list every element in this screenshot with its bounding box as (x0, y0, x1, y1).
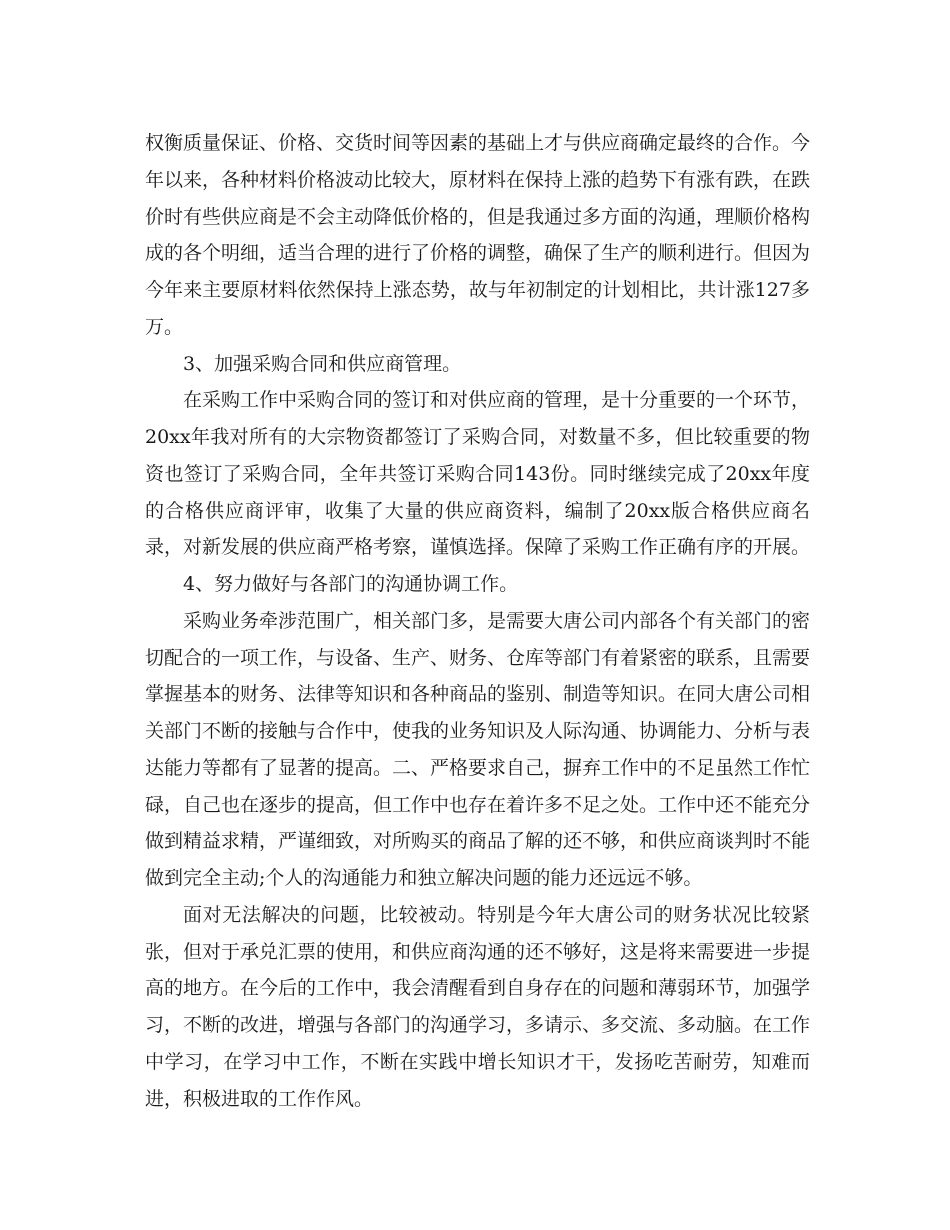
paragraph-future-improvement: 面对无法解决的问题，比较被动。特别是今年大唐公司的财务状况比较紧张，但对于承兑汇票的使用，和供应商沟通的还不够好，这是将来需要进一步提高的地方。在今后的工作中，我会清醒看到自身存在的问题和薄弱环节，加强学习，不断的改进，增强与各部门的沟通学习，多请示、多交流、多动脑。在工作中学习，在学习中工作，不断在实践中增长知识才干，发扬吃苦耐劳，知难而进，积极进取的工作作风。 (145, 903, 811, 1110)
document-body (145, 125, 810, 1117)
paragraph-contract-supplier-management: 在采购工作中采购合同的签订和对供应商的管理，是十分重要的一个环节，20xx年我对所有的大宗物资都签订了采购合同，对数量不多，但比较重要的物资也签订了采购合同，全年共签订采购合同143份。同时继续完成了20xx年度的合格供应商评审，收集了大量的供应商资料，编制了20xx版合格供应商名录，对新发展的供应商严格考察，谨慎选择。保障了采购工作正确有序的开展。 (145, 389, 811, 559)
paragraph-price-negotiation: 权衡质量保证、价格、交货时间等因素的基础上才与供应商确定最终的合作。今年以来，各种材料价格波动比较大，原材料在保持上涨的趋势下有涨有跌，在跌价时有些供应商是不会主动降低价格的，但是我通过多方面的沟通，理顺价格构成的各个明细，适当合理的进行了价格的调整，确保了生产的顺利进行。但因为今年来主要原材料依然保持上涨态势，故与年初制定的计划相比，共计涨127多万。 (145, 132, 811, 338)
heading-contract-supplier-management: 3、加强采购合同和供应商管理。 (183, 352, 462, 375)
paragraph-department-coordination: 采购业务牵涉范围广，相关部门多，是需要大唐公司内部各个有关部门的密切配合的一项工作，与设备、生产、财务、仓库等部门有着紧密的联系，且需要掌握基本的财务、法律等知识和各种商品的鉴别、制造等知识。在同大唐公司相关部门不断的接触与合作中，使我的业务知识及人际沟通、协调能力、分析与表达能力等都有了显著的提高。二、严格要求自己，摒弃工作中的不足虽然工作忙碌，自己也在逐步的提高，但工作中也存在着许多不足之处。工作中还不能充分做到精益求精，严谨细致，对所购买的商品了解的还不够，和供应商谈判时不能做到完全主动;个人的沟通能力和独立解决问题的能力还远远不够。 (145, 609, 811, 889)
heading-department-coordination: 4、努力做好与各部门的沟通协调工作。 (183, 573, 519, 595)
